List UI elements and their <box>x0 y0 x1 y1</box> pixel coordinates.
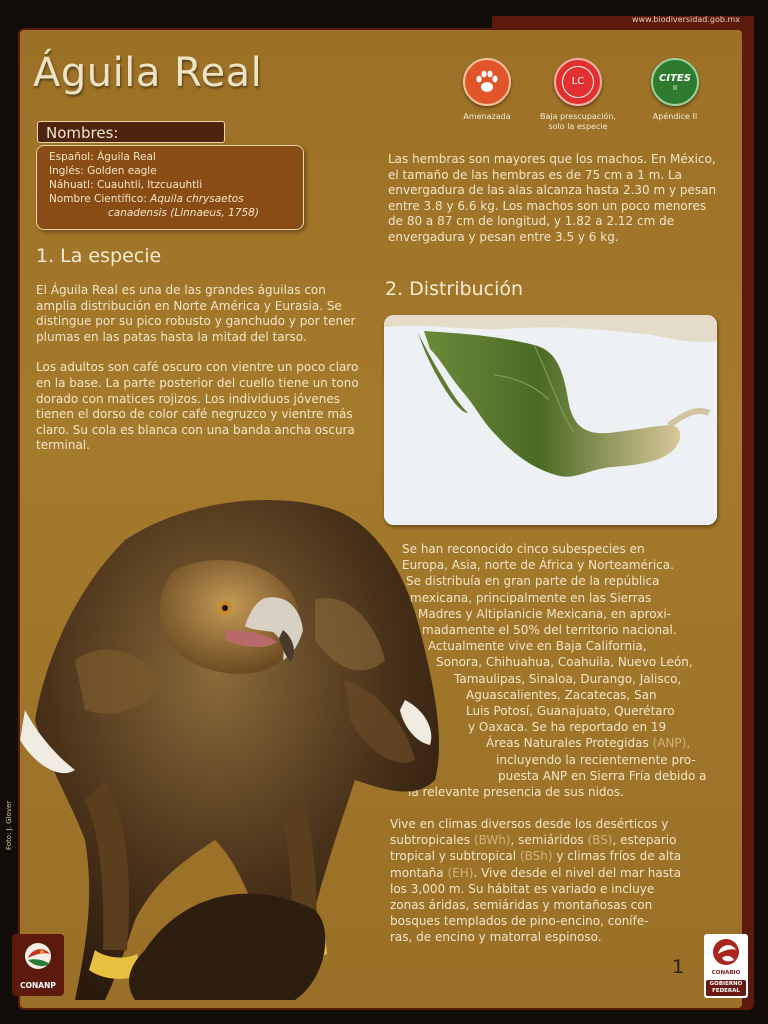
dist-line-14: incluyendo la recientemente pro- <box>496 752 696 767</box>
eagle-photo <box>15 480 485 1010</box>
status-amenazada <box>452 58 522 122</box>
dist-line-11: Luis Potosí, Guanajuato, Querétaro <box>466 704 675 719</box>
section1-p2: Los adultos son café oscuro con vientre un poco claro en la base. La parte posterior del cuello tiene un tono dorado con matices rojizos. Los individuos jóvenes tienen el dorso de color café negruzco y vientre más claro. Su cola es blanca con una banda ancha oscura terminal. <box>36 360 359 453</box>
cites-sub: II <box>672 83 678 92</box>
habitat-4a: montaña <box>390 865 444 880</box>
section1-heading: 1. La especie <box>36 245 162 267</box>
habitat-line-7: bosques templados de pino-encino, conífe- <box>390 914 649 929</box>
section2-heading: 2. Distribución <box>385 278 524 300</box>
dist-line-8: Sonora, Chihuahua, Coahuila, Nuevo León, <box>436 655 693 670</box>
photo-credit: Foto: J. Glover <box>5 800 13 850</box>
abbr-bwh: (BWh) <box>473 833 511 848</box>
name-cientifico-2 <box>108 207 259 219</box>
status-label: Amenazada <box>463 112 511 121</box>
status-cites <box>640 58 710 122</box>
dist-line-10: Aguascalientes, Zacatecas, San <box>466 687 657 702</box>
dist-line-6: madamente el 50% del territorio nacional. <box>422 623 677 638</box>
dist-line-1: Se han reconocido cinco subespecies en <box>402 542 645 556</box>
dist-line-5: Madres y Altiplanicie Mexicana, en aproxi- <box>418 606 671 621</box>
cientifico-label: Nombre Científico: <box>49 193 147 205</box>
names-box <box>36 145 304 230</box>
section1-text <box>36 283 362 454</box>
dist-line-15: puesta ANP en Sierra Fría debido a <box>498 768 707 783</box>
dist-line-2: Europa, Asia, norte de África y Norteamérica. <box>402 558 674 573</box>
abbr-bsh: (BSh) <box>519 849 553 864</box>
conabio-emblem-icon <box>704 934 748 970</box>
paw-icon <box>463 58 511 106</box>
lc-badge-text: LC <box>562 66 594 98</box>
name-espanol: Español: Águila Real <box>49 151 156 163</box>
cites-icon <box>651 58 699 106</box>
status-label-line1: Baja prescupación, <box>540 112 616 121</box>
habitat-3a: tropical y subtropical <box>390 849 517 864</box>
habitat-2b: , semiáridos <box>510 833 584 848</box>
dist-line-12: y Oaxaca. Se ha reportado en 19 <box>468 720 667 735</box>
conanp-emblem-icon <box>12 934 64 974</box>
page-number: 1 <box>672 956 685 978</box>
conabio-logo <box>704 934 748 998</box>
gobierno-label: GOBIERNO <box>709 981 743 987</box>
dist-line-3: Se distribuía en gran parte de la república <box>406 574 660 589</box>
cientifico-value-2: canadensis (Linnaeus, 1758) <box>108 207 259 219</box>
status-lc <box>532 58 624 132</box>
source-url[interactable]: www.biodiversidad.gob.mx <box>632 15 740 24</box>
dist-line-16: la relevante presencia de sus nidos. <box>408 785 624 800</box>
status-label-line2: solo la especie <box>548 122 608 131</box>
dist-line-7: Actualmente vive en Baja California, <box>428 639 647 654</box>
cientifico-value: Aquila chrysaetos <box>150 193 244 205</box>
habitat-3b: y climas fríos de alta <box>556 849 682 864</box>
habitat-line-8: ras, de encino y matorral espinoso. <box>390 930 602 945</box>
dist-line-13-text: Áreas Naturales Protegidas <box>486 736 649 751</box>
abbr-bs: (BS) <box>587 833 613 848</box>
conabio-label: CONABIO <box>711 970 741 976</box>
cites-text: CITES <box>659 72 691 84</box>
name-nahuatl: Náhuatl: Cuauhtli, Itzcuauhtli <box>49 179 203 191</box>
habitat-4b: . Vive desde el nivel del mar hasta <box>473 865 682 880</box>
habitat-line-6: zonas áridas, semiáridas y montañosas con <box>390 898 653 913</box>
habitat-line-5: los 3,000 m. Su hábitat es variado e incluye <box>390 881 655 896</box>
name-cientifico <box>49 193 244 205</box>
conanp-logo <box>12 934 64 996</box>
right-intro-text <box>388 152 718 246</box>
names-heading: Nombres: <box>37 121 225 143</box>
right-intro-p1: Las hembras son mayores que los machos. En México, el tamaño de las hembras es de 75 cm a 1 m. La envergadura de las alas alcanza hasta 2.30 m y pesan entre 3.8 y 6.6 kg. Los machos son un poco menores de 80 a 87 cm de longitud, y 1.82 a 2.12 cm de envergadura y pesan entre 3.5 y 6 kg. <box>388 152 717 244</box>
status-label: Apéndice II <box>652 112 698 121</box>
page-title: Águila Real <box>33 50 263 96</box>
dist-line-4: mexicana, principalmente en las Sierras <box>410 590 652 605</box>
section1-p1: El Águila Real es una de las grandes águilas con amplia distribución en Norte América y Eurasia. Se distingue por su pico robusto y ganchudo y por tener plumas en las patas hasta la mitad del tarso. <box>36 283 356 344</box>
conanp-label: CONANP <box>20 981 56 990</box>
dist-line-9: Tamaulipas, Sinaloa, Durango, Jalisco, <box>454 671 682 686</box>
federal-label: FEDERAL <box>712 988 740 994</box>
name-ingles: Inglés: Golden eagle <box>49 165 157 177</box>
abbr-eh: (EH) <box>447 865 474 880</box>
habitat-2a: subtropicales <box>390 833 471 848</box>
habitat-2c: , estepario <box>612 833 677 848</box>
lc-badge-icon <box>554 58 602 106</box>
anp-abbr: (ANP), <box>652 736 691 751</box>
habitat-line-1: Vive en climas diversos desde los desérticos y <box>390 817 669 831</box>
gobierno-band <box>706 980 746 996</box>
